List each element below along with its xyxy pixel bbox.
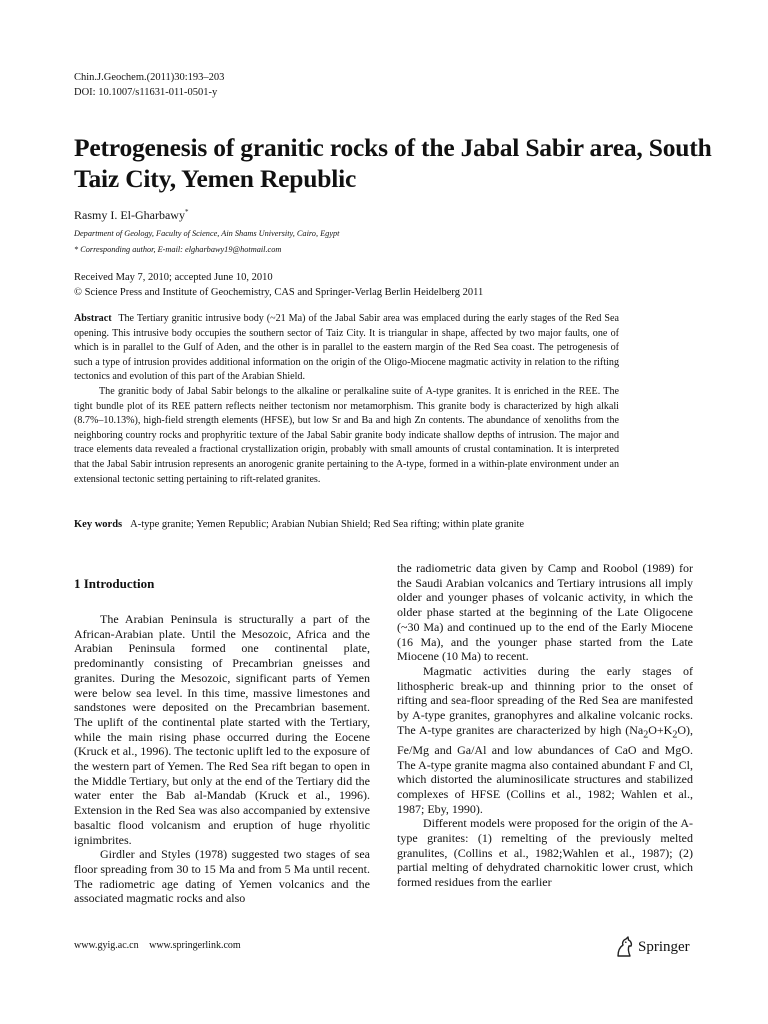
- corresponding-author: * Corresponding author, E-mail: elgharbawy19@hotmail.com: [74, 245, 282, 254]
- author-mark: *: [184, 208, 189, 216]
- paper-title: Petrogenesis of granitic rocks of the Jabal Sabir area, South Taiz City, Yemen Republic: [74, 133, 712, 193]
- keywords-text: A-type granite; Yemen Republic; Arabian Nubian Shield; Red Sea rifting; within plate granite: [130, 519, 525, 530]
- footer-link-gyig[interactable]: www.gyig.ac.cn: [74, 940, 139, 951]
- received-date: Received May 7, 2010; accepted June 10, 2010: [74, 272, 273, 283]
- para4-text-b: O+K: [648, 722, 673, 737]
- journal-header: [74, 70, 224, 100]
- author-name: Rasmy I. El-Gharbawy: [74, 208, 185, 222]
- affiliation: [74, 226, 339, 258]
- springer-wordmark: Springer: [638, 938, 690, 955]
- footer-link-springerlink[interactable]: www.springerlink.com: [149, 940, 241, 951]
- right-column: [397, 561, 693, 890]
- author-line: [74, 208, 188, 223]
- section-heading: 1 Introduction: [74, 576, 155, 591]
- springer-logo: [614, 936, 690, 958]
- para4-text-a: Magmatic activities during the early stages of lithospheric break-up and thinning prior to the onset of rifting and sea-floor spreading of the Red Sea are manifested by A-type granites, granophyres and alkaline volcanic rocks. The A-type granites are characterized by high (Na: [397, 663, 693, 737]
- intro-paragraph-4: [397, 664, 693, 816]
- springer-horse-icon: [614, 936, 634, 958]
- keywords: [74, 519, 524, 530]
- abstract-text-1: The Tertiary granitic intrusive body (~21 Ma) of the Jabal Sabir area was emplaced during the early stages of the Red Sea opening. This intrusive body occupies the southern sector of Taiz City. It is triangular in shape, affected by two major faults, one of which is in parallel to the Gulf of Aden, and the other is in parallel to the eastern margin of the Red Sea coast. The petrogenesis of such a type of intrusion provides additional information on the origin of the Oligo-Miocene magmatic activity in relation to the rifting tectonics and evolution of this part of the Arabian Shield.: [74, 313, 619, 383]
- intro-paragraph-2: Girdler and Styles (1978) suggested two stages of sea floor spreading from 30 to 15 Ma and from 5 Ma until recent. The radiometric age dating of Yemen volcanics and the associated magmatic rocks and also: [74, 847, 370, 906]
- abstract: [74, 312, 619, 487]
- abstract-paragraph-1: [74, 312, 619, 385]
- journal-citation: Chin.J.Geochem.(2011)30:193–203: [74, 72, 225, 83]
- intro-paragraph-5: Different models were proposed for the origin of the A-type granites: (1) remelting of the previously melted granulites, (Collins et al., 1982;Wahlen et al., 1987); (2) partial melting of dehydrated charnokitic lower crust, which formed residues from the earlier: [397, 816, 693, 890]
- affiliation-department: Department of Geology, Faculty of Science, Ain Shams University, Cairo, Egypt: [74, 229, 340, 238]
- para4-text-c: O), Fe/Mg and Ga/Al and low abundances of CaO and MgO. The A-type granite magma also contained abundant F and Cl, which distorted the aluminosilicate structures and stabilized complexes of HFSE (Collins et al., 1982; Wahlen et al., 1987; Eby, 1990).: [397, 722, 693, 816]
- para4-sub-2: 2: [672, 729, 678, 741]
- para4-sub-1: 2: [643, 729, 649, 741]
- intro-paragraph-1: The Arabian Peninsula is structurally a part of the African-Arabian plate. Until the Mesozoic, Africa and the Arabian Peninsula formed one continental plate, predominantly consisting of Precambrian gneisses and granites. During the Mesozoic, significant parts of Yemen were below sea level. In this time, massive limestones and sandstones were deposited on the Precambrian basement. The uplift of the continental plate started with the Tertiary, while the main rising phase occurred during the Eocene (Kruck et al., 1996). The tectonic uplift led to the exposure of the western part of Yemen. The Red Sea rift began to open in the Middle Tertiary, but only at the end of the Tertiary did the water enter the Bab al-Mandab (Kruck et al., 1996). Extension in the Red Sea was also accompanied by extensive basaltic flood volcanism and eruption of huge rhyolitic ignimbrites.: [74, 612, 370, 847]
- intro-paragraph-3: the radiometric data given by Camp and Roobol (1989) for the Saudi Arabian volcanics and Tertiary intrusions all imply older and younger phases of volcanic activity, in which the older phase started at the beginning of the Late Oligocene (~30 Ma) and continued up to the end of the Early Miocene (16 Ma), and the younger phase started from the Late Miocene (10 Ma) to recent.: [397, 561, 693, 664]
- keywords-label: Key words: [74, 519, 123, 530]
- left-column: [74, 576, 370, 906]
- article-dates: [74, 270, 483, 300]
- abstract-label: Abstract: [74, 313, 112, 324]
- footer-links: [74, 940, 241, 951]
- abstract-paragraph-2: The granitic body of Jabal Sabir belongs to the alkaline or peralkaline suite of A-type granites. It is enriched in the REE. The tight bundle plot of its REE pattern reflects neither tectonism nor metamorphism. This granite body is characterized by high alkali (8.7%–10.13%), high-field strength elements (HFSE), but low Sr and Ba and high Zn contents. The abundance of xenoliths from the neighboring country rocks and prophyritic texture of the Jabal Sabir granite body indicate shallow depths of intrusion. The major and trace elements data revealed a fractional crystallization origin, probably with small amounts of crustal contamination. It is interpreted that the Jabal Sabir intrusion represents an anorogenic granite pertaining to the A-type, formed in a within-plate environment under an extensional tectonic setting pertaining to rift-related granites.: [74, 385, 619, 485]
- copyright: © Science Press and Institute of Geochemistry, CAS and Springer-Verlag Berlin Heidelberg 2011: [74, 287, 484, 298]
- doi[interactable]: DOI: 10.1007/s11631-011-0501-y: [74, 87, 218, 98]
